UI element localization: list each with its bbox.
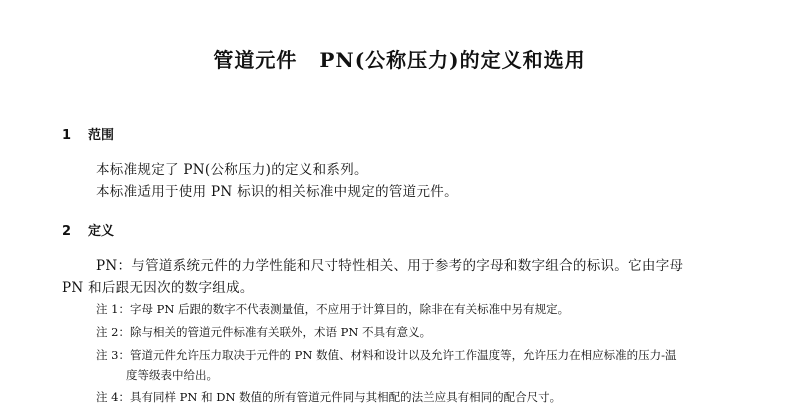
definition-line-2: PN 和后跟无因次的数字组成。 [62,280,254,296]
document-title [0,44,799,73]
note-3: 注 3：管道元件允许压力取决于元件的 PN 数值、材料和设计以及允许工作温度等，允许压力在相应标准的压力-温 [96,348,677,362]
definition-line-1: PN：与管道系统元件的力学性能和尺寸特性相关、用于参考的字母和数字组合的标识。它由字母 [96,258,684,274]
note-3-continued: 度等级表中给出。 [126,368,218,382]
section-2-number: 2 [62,224,72,239]
section-1-paragraph-1: 本标准规定了 PN(公称压力)的定义和系列。 [96,162,368,178]
title-rest: PN(公称压力)的定义和选用 [319,48,586,72]
section-1-heading [62,124,114,143]
title-main: 管道元件 [213,48,298,72]
section-1-number: 1 [62,128,72,143]
note-2: 注 2：除与相关的管道元件标准有关联外，术语 PN 不具有意义。 [96,325,432,339]
section-1-title: 范围 [88,128,115,143]
section-2-heading [62,220,114,239]
section-2-title: 定义 [88,224,115,239]
section-1-paragraph-2: 本标准适用于使用 PN 标识的相关标准中规定的管道元件。 [96,184,458,200]
note-1: 注 1：字母 PN 后跟的数字不代表测量值，不应用于计算目的，除非在有关标准中另有规定。 [96,302,570,316]
note-4: 注 4：具有同样 PN 和 DN 数值的所有管道元件同与其相配的法兰应具有相同的配合尺寸。 [96,390,562,404]
